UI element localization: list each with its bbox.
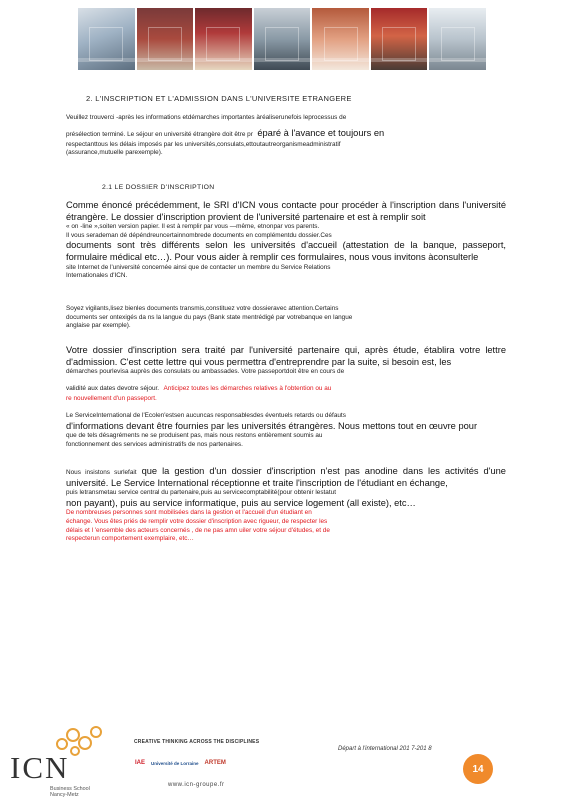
partner-logo-iae: IAE — [135, 760, 146, 766]
header-photo — [429, 8, 486, 70]
text-line-mixed — [66, 123, 506, 141]
text-line: « on -line »,soiten version papier. Il est à remplir par vous —même, etnonpar vos parents. — [66, 223, 320, 231]
header-photo-strip — [78, 8, 486, 70]
logo-subtitle-line: Business School — [50, 786, 90, 792]
text-line: Soyez vigilants,lisez bienles documents transmis,constituez votre dossieravec attention.Certains — [66, 305, 339, 312]
text-line: Il vous serademan dé dépéndreuncertainnombrede documents en complémentdu dossier.Ces — [66, 231, 332, 239]
logo-subtitle — [50, 786, 90, 798]
text-fragment: Nous insistons surlefait — [66, 469, 137, 476]
header-photo — [371, 8, 428, 70]
page-footnote: Départ à l'international 201 7-201 8 — [338, 746, 432, 752]
paragraph-intro — [66, 114, 506, 158]
text-block: documents sont très différents selon les universités d'accueil (attestation de la banque, passeport, formulaire médical etc…). Pour vous aider à remplir ces formulaires, nous vous invitons àconsulterle — [66, 240, 506, 262]
text-fragment: que la gestion d'un dossier d'inscription n'est pas anodine dans les activités d'une université. Le Service International réceptionne et traite l'inscription de l'étudiant en échange, — [66, 466, 506, 488]
text-fragment: validité aux dates devotre séjour. — [66, 384, 160, 392]
text-block: Votre dossier d'inscription sera traité par l'université partenaire qui, après étude, établira votre lettre d'admission. C'est cette lettre qui vous permettra d'entreprendre par la suite, si besoin est, les — [66, 345, 506, 367]
icn-logo — [6, 726, 118, 798]
warning-text: respecterun comportement exemplaire, etc… — [66, 535, 194, 543]
text-line: Internationales d'ICN. — [66, 272, 128, 280]
section-heading: 2. L'INSCRIPTION ET L'ADMISSION DANS L'UNIVERSITE ETRANGERE — [86, 94, 352, 103]
paragraph-responsibility — [66, 412, 506, 449]
warning-text: échange. Vous êtes priés de remplir votre dossier d'inscription avec rigueur, de respecter les — [66, 517, 328, 525]
text-line: respectanttous les délais imposés par les universités,consulats,ettoutautreorganismeadministratif — [66, 140, 341, 148]
partner-logo-artem: ARTEM — [204, 760, 226, 766]
text-line: Veuillez trouverci -après les informations etdémarches importantes àréaliserunefois leprocessus de — [66, 114, 347, 121]
warning-text: re nouvellement d'un passeport. — [66, 394, 157, 402]
text-line: fonctionnement des services administratifs de nos partenaires. — [66, 440, 243, 448]
partner-logo-universite: Université de Lorraine — [151, 760, 199, 766]
text-line: (assurance,mutuelle parexemple). — [66, 149, 163, 157]
text-fragment: éparé à l'avance et toujours en — [257, 127, 385, 138]
text-line: documents ser ontexigés da ns la langue du pays (Bank state mentrédigé par votrebanque en langue — [66, 313, 353, 321]
text-line: Le ServiceInternational de l'Ecolen'estsen aucuncas responsablesdes éventuels retards ou défauts — [66, 412, 346, 419]
text-line: site Internet de l'université concernée ainsi que de contacter un membre du Service Relations — [66, 263, 331, 271]
logo-subtitle-line: Nancy-Metz — [50, 792, 79, 798]
paragraph-admission — [66, 345, 506, 403]
header-photo — [312, 8, 369, 70]
text-line: puis letransmetau service central du partenaire,puis au servicecomptabilité(pour obtenir lestatut — [66, 489, 336, 497]
warning-text: délais et l 'ensemble des acteurs concernés , de ne pas amn uiler votre séjour d'études, et de — [66, 526, 330, 534]
page-number-badge: 14 — [463, 754, 493, 784]
warning-text: De nombreuses personnes sont mobilisées dans la gestion et l'accueil d'un étudiant en — [66, 509, 312, 517]
header-photo — [195, 8, 252, 70]
text-line: démarches pourlevisa auprès des consulats ou ambassades. Votre passeportdoit être en cours de — [66, 368, 345, 376]
text-block — [66, 466, 506, 489]
text-line: que de tels désagréments ne se produisent pas, mais nous restons entièrement soumis au — [66, 432, 323, 440]
text-block: non payant), puis au service informatique, puis au service logement (all existe), etc… — [66, 497, 416, 508]
footer-credit: CREATIVE THINKING ACROSS THE DISCIPLINES — [134, 739, 260, 745]
header-photo — [137, 8, 194, 70]
paragraph-dossier — [66, 200, 506, 281]
text-block: d'informations devant être fournies par les universités étrangères. Nous mettons tout en œuvre pour — [66, 420, 478, 431]
paragraph-processing — [66, 466, 506, 544]
text-line: anglaise par exemple). — [66, 322, 131, 330]
logo-wordmark: ICN — [10, 750, 70, 785]
website-link[interactable]: www.icn-groupe.fr — [168, 782, 225, 788]
text-fragment: présélection terminé. Le séjour en université étrangère doit être pr — [66, 130, 253, 138]
partner-logos — [135, 752, 260, 774]
subsection-heading: 2.1 LE DOSSIER D'INSCRIPTION — [102, 184, 215, 191]
text-line-mixed — [66, 377, 506, 395]
text-block: Comme énoncé précédemment, le SRI d'ICN vous contacte pour procéder à l'inscription dans l'université étrangère. Le dossier d'inscription provient de l'université partenaire et est à remplir soit — [66, 200, 506, 222]
header-photo — [254, 8, 311, 70]
paragraph-vigilance — [66, 305, 506, 331]
warning-text: Anticipez toutes les démarches relatives à l'obtention ou au — [163, 384, 332, 392]
header-photo — [78, 8, 135, 70]
